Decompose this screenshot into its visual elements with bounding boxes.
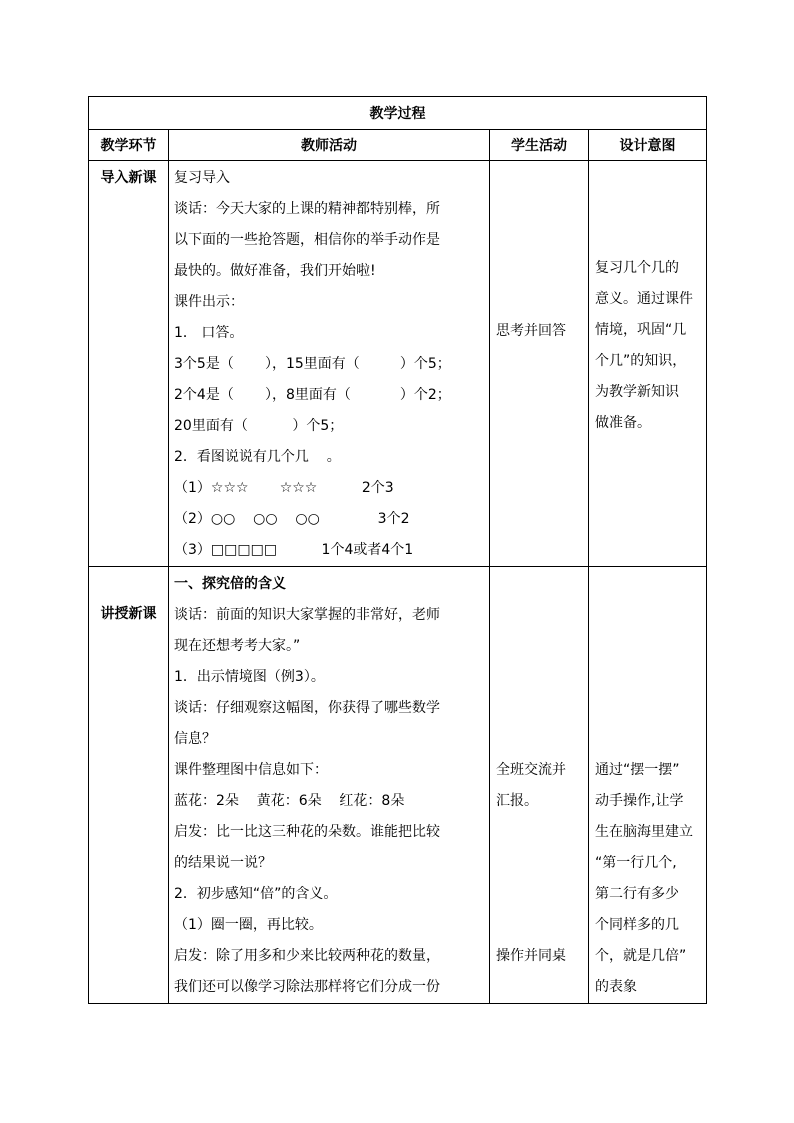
text-line: 现在还想考考大家。” bbox=[174, 638, 301, 654]
text-line: 一、探究倍的含义 bbox=[174, 576, 286, 592]
text-line: 做准备。 bbox=[595, 415, 651, 431]
design-intent-new-lesson bbox=[589, 567, 707, 1004]
text-line: 3个5是（ ），15里面有（ ）个5； bbox=[174, 356, 451, 372]
text-line: 2个4是（ ），8里面有（ ）个2； bbox=[174, 387, 451, 403]
student-activity-new-lesson bbox=[490, 567, 589, 1004]
text-line: 复习导入 bbox=[174, 170, 230, 186]
stage-intro: 导入新课 bbox=[89, 161, 169, 567]
text-line: 20里面有（ ）个5； bbox=[174, 418, 344, 434]
text-line: 谈话：前面的知识大家掌握的非常好，老师 bbox=[174, 607, 440, 623]
text-line: 第二行有多少 bbox=[595, 886, 679, 902]
text-line: “第一行几个, bbox=[595, 855, 677, 871]
student-activity-intro bbox=[490, 161, 589, 567]
teacher-activity-intro bbox=[169, 161, 490, 567]
text-line: （3）□□□□□ 1个4或者4个1 bbox=[174, 542, 414, 558]
stage-new-lesson: 讲授新课 bbox=[89, 567, 169, 1004]
text-line: 2．看图说说有几个几 。 bbox=[174, 449, 341, 465]
text-line: 我们还可以像学习除法那样将它们分成一份 bbox=[174, 979, 440, 995]
text-line: 的结果说一说？ bbox=[174, 855, 272, 871]
text-line: 最快的。做好准备，我们开始啦! bbox=[174, 263, 376, 279]
design-intent-intro bbox=[589, 161, 707, 567]
text-line: （2）○○ ○○ ○○ 3个2 bbox=[174, 511, 410, 527]
section-new-lesson-row bbox=[89, 567, 707, 1004]
text-line: 以下面的一些抢答题，相信你的举手动作是 bbox=[174, 232, 440, 248]
text-line: 谈话：今天大家的上课的精神都特别棒，所 bbox=[174, 201, 440, 217]
header-design-intent: 设计意图 bbox=[589, 130, 707, 161]
text-line: 课件出示： bbox=[174, 294, 244, 310]
text-line: （1）圈一圈，再比较。 bbox=[174, 917, 323, 933]
text-line: 复习几个几的 bbox=[595, 260, 679, 276]
text-line: 汇报。 bbox=[496, 793, 538, 809]
header-student-activity: 学生活动 bbox=[490, 130, 589, 161]
text-line: 生在脑海里建立 bbox=[595, 824, 693, 840]
text-line: 1． 口答。 bbox=[174, 325, 244, 341]
teaching-process-table bbox=[88, 96, 707, 1004]
text-line: 动手操作,让学 bbox=[595, 793, 684, 809]
text-line: 全班交流并 bbox=[496, 762, 566, 778]
text-line: 2．初步感知“倍”的含义。 bbox=[174, 886, 338, 902]
text-line: 操作并同桌 bbox=[496, 948, 566, 964]
text-line: 启发：除了用多和少来比较两种花的数量， bbox=[174, 948, 440, 964]
table-title: 教学过程 bbox=[89, 97, 707, 130]
text-line: 的表象 bbox=[595, 979, 637, 995]
text-line: 个几”的知识， bbox=[595, 353, 687, 369]
section-intro-row bbox=[89, 161, 707, 567]
text-line: 通过“摆一摆” bbox=[595, 762, 680, 778]
text-line: 谈话：仔细观察这幅图，你获得了哪些数学 bbox=[174, 700, 440, 716]
header-teacher-activity: 教师活动 bbox=[169, 130, 490, 161]
text-line: 情境，巩固“几 bbox=[595, 322, 687, 338]
text-line: 思考并回答 bbox=[496, 323, 566, 339]
text-line: （1）☆☆☆ ☆☆☆ 2个3 bbox=[174, 480, 394, 496]
text-line: 蓝花：2朵 黄花：6朵 红花：8朵 bbox=[174, 793, 405, 809]
text-line: 1．出示情境图（例3）。 bbox=[174, 669, 325, 685]
text-line: 意义。通过课件 bbox=[595, 291, 693, 307]
header-stage: 教学环节 bbox=[89, 130, 169, 161]
teacher-activity-new-lesson bbox=[169, 567, 490, 1004]
text-line: 课件整理图中信息如下： bbox=[174, 762, 328, 778]
text-line: 个，就是几倍” bbox=[595, 948, 687, 964]
text-line: 信息？ bbox=[174, 731, 216, 747]
text-line: 个同样多的几 bbox=[595, 917, 679, 933]
text-line: 启发：比一比这三种花的朵数。谁能把比较 bbox=[174, 824, 440, 840]
text-line: 为教学新知识 bbox=[595, 384, 679, 400]
